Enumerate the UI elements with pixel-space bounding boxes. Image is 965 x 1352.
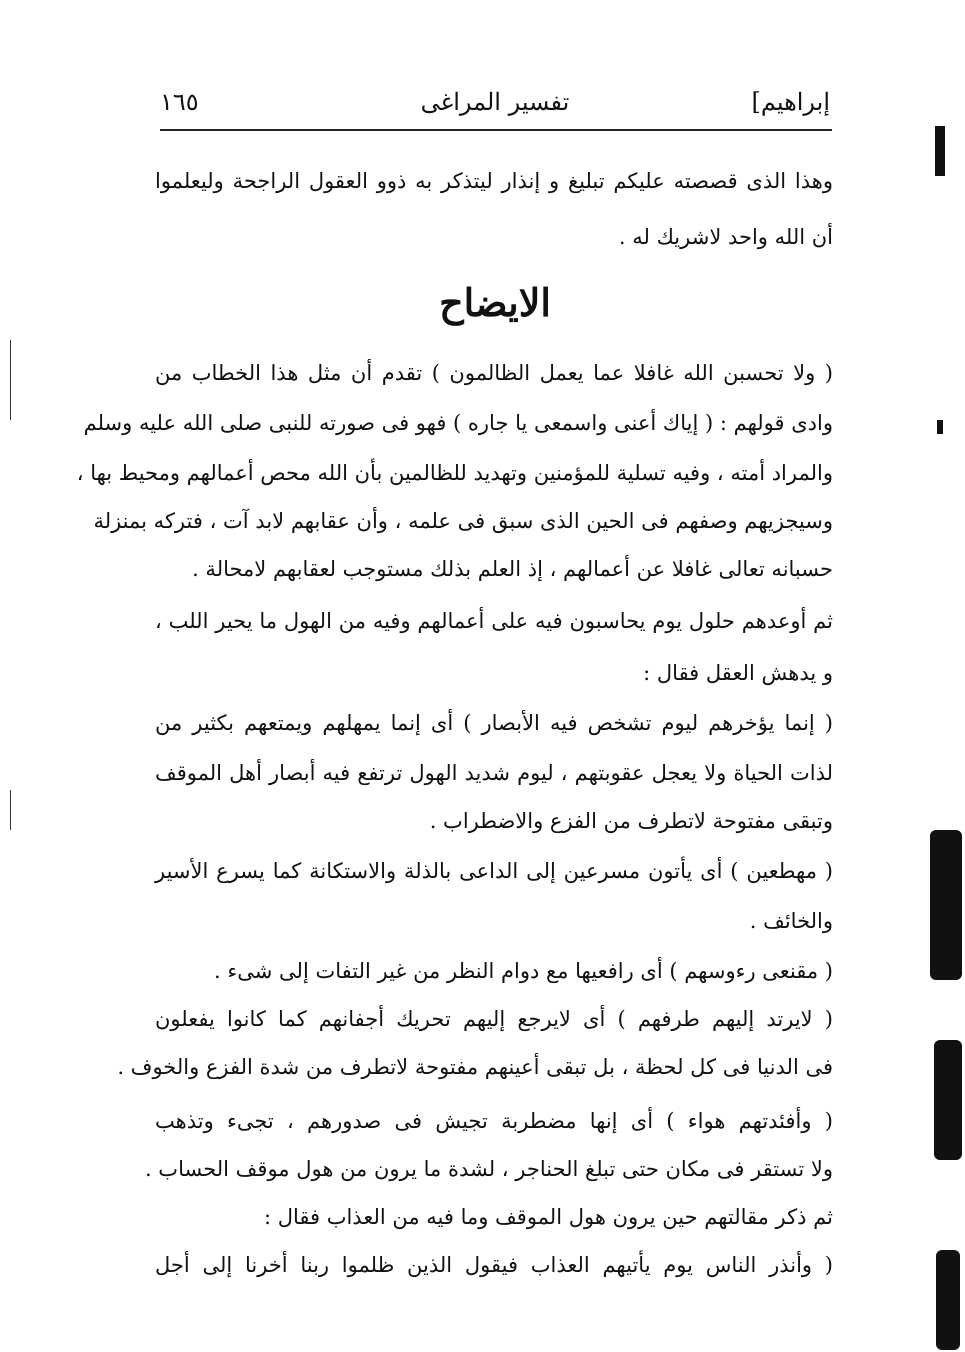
body-line: فى الدنيا فى كل لحظة ، بل تبقى أعينهم مفتوحة لاتطرف من شدة الفزع والخوف . [117,1055,833,1079]
body-line: و يدهش العقل فقال : [643,661,833,685]
scan-edge-shadow [934,1040,962,1160]
body-line: والمراد أمته ، وفيه تسلية للمؤمنين وتهديد للظالمين بأن الله محص أعمالهم ومحيط بها ، [76,461,833,485]
body-line: ( مهطعين ) أى يأتون مسرعين إلى الداعى بالذلة والاستكانة كما يسرع الأسير [155,859,833,883]
book-title: تفسير المراغى [420,88,570,116]
scan-edge-shadow [936,1250,960,1350]
scan-mark [935,126,945,176]
body-line: ( ولا تحسبن الله غافلا عما يعمل الظالمون ) تقدم أن مثل هذا الخطاب من [155,361,833,385]
scan-mark [937,420,943,434]
body-line: ( لايرتد إليهم طرفهم ) أى لايرجع إليهم تحريك أجفانهم كما كانوا يفعلون [155,1007,833,1031]
body-line: ( وأفئدتهم هواء ) أى إنها مضطربة تجيش فى صدورهم ، تجىء وتذهب [155,1109,833,1133]
body-line: وادى قولهم : ( إياك أعنى واسمعى يا جاره ) فهو فى صورته للنبى صلى الله عليه وسلم [83,411,833,435]
body-line: ( وأنذر الناس يوم يأتيهم العذاب فيقول الذين ظلموا ربنا أخرنا إلى أجل [155,1253,833,1277]
scan-line [10,340,11,420]
scan-line [10,790,11,830]
body-line: ( مقنعى رءوسهم ) أى رافعيها مع دوام النظر من غير التفات إلى شىء . [214,959,833,983]
intro-line: وهذا الذى قصصته عليكم تبليغ و إنذار ليتذكر به ذوو العقول الراجحة وليعلموا [155,169,833,193]
body-line: حسبانه تعالى غافلا عن أعمالهم ، إذ العلم بذلك مستوجب لعقابهم لامحالة . [192,557,833,581]
body-line: والخائف . [749,909,833,933]
page-number: ١٦٥ [160,88,199,116]
body-line: ولا تستقر فى مكان حتى تبلغ الحناجر ، لشدة ما يرون من هول موقف الحساب . [144,1157,833,1181]
surah-name: إبراهيم] [751,88,830,116]
body-line: وسيجزيهم وصفهم فى الحين الذى سبق فى علمه ، وأن عقابهم لابد آت ، فتركه بمنزلة [93,509,833,533]
body-line: ثم ذكر مقالتهم حين يرون هول الموقف وما فيه من العذاب فقال : [263,1205,833,1229]
body-line: ( إنما يؤخرهم ليوم تشخص فيه الأبصار ) أى إنما يمهلهم ويمتعهم بكثير من [155,711,833,735]
scan-edge-shadow [930,830,962,980]
body-line: لذات الحياة ولا يعجل عقوبتهم ، ليوم شديد الهول ترتفع فيه أبصار أهل الموقف [155,761,833,785]
intro-line: أن الله واحد لاشريك له . [618,225,833,249]
body-line: ثم أوعدهم حلول يوم يحاسبون فيه على أعمالهم وفيه من الهول ما يحير اللب ، [155,609,833,633]
section-heading: الايضاح [439,280,551,325]
body-line: وتبقى مفتوحة لاتطرف من الفزع والاضطراب . [429,809,833,833]
